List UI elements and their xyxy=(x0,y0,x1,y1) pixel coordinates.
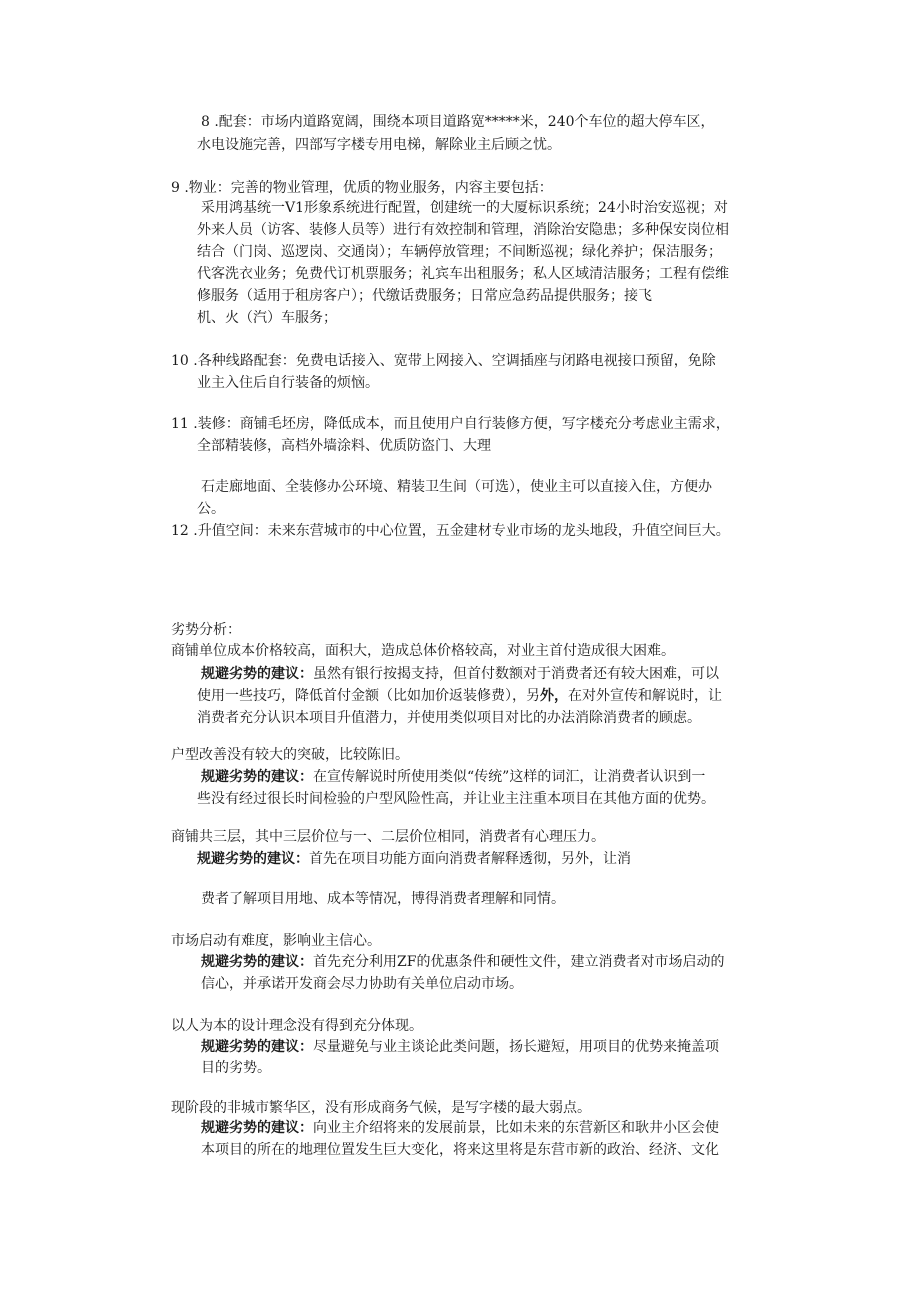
item11-line2: 全部精装修，高档外墙涂料、优质防盗门、大理 xyxy=(197,438,491,454)
disadvantages-heading: 劣势分析： xyxy=(171,622,241,638)
disadvantage-2-advice-line2: 些没有经过很长时间检验的户型风险性高，并让业主注重本项目在其他方面的优势。 xyxy=(197,791,715,807)
item9-line4: 结合（门岗、巡逻岗、交通岗）；车辆停放管理；不间断巡视；绿化养护；保洁服务； xyxy=(197,244,722,260)
disadvantage-2-title: 户型改善没有较大的突破，比较陈旧。 xyxy=(171,747,409,763)
disadvantage-6-advice-line2: 本项目的所在的地理位置发生巨大变化，将来这里将是东营市新的政治、经济、文化 xyxy=(201,1142,719,1158)
disadvantage-2-advice-line1 xyxy=(201,767,705,788)
advice-text: 首先充分利用ZF的优惠条件和硬性文件，建立消费者对市场启动的 xyxy=(313,954,725,970)
item9-line6: 修服务（适用于租房客户）；代缴话费服务；日常应急药品提供服务；接飞 xyxy=(197,288,652,304)
disadvantage-5-advice-line2: 目的劣势。 xyxy=(201,1060,271,1076)
advice-label: 规避劣势的建议： xyxy=(201,1120,313,1136)
advice-label: 规避劣势的建议： xyxy=(201,769,313,785)
advice-text: 在宣传解说时所使用类似“传统”这样的词汇，让消费者认识到一 xyxy=(313,769,706,785)
item9-line7: 机、火（汽）车服务； xyxy=(197,310,337,326)
disadvantage-3-title: 商铺共三层，其中三层价位与一、二层价位相同，消费者有心理压力。 xyxy=(171,829,605,845)
advice-text: 首先在项目功能方面向消费者解释透彻，另外，让消 xyxy=(309,851,631,867)
item9-line1: 9 .物业：完善的物业管理，优质的物业服务，内容主要包括： xyxy=(171,180,553,196)
item11-line3: 石走廊地面、全装修办公环境、精装卫生间（可选），使业主可以直接入住，方便办 xyxy=(201,479,712,495)
item11-line1: 11 .装修：商铺毛坯房，降低成本，而且使用户自行装修方便，写字楼充分考虑业主需求， xyxy=(171,416,730,432)
disadvantage-5-advice-line1 xyxy=(201,1037,719,1058)
disadvantage-4-advice-line1 xyxy=(201,952,724,973)
advice-text: 在对外宣传和解说时，让 xyxy=(568,688,722,704)
disadvantage-3-advice-line2: 费者了解项目用地、成本等情况，博得消费者理解和同情。 xyxy=(201,891,565,907)
item8-line1: 8 .配套：市场内道路宽阔，围绕本项目道路宽*****米，240个车位的超大停车区， xyxy=(201,114,715,130)
advice-label: 规避劣势的建议： xyxy=(201,1039,313,1055)
disadvantage-4-title: 市场启动有难度，影响业主信心。 xyxy=(171,933,381,949)
advice-label: 规避劣势的建议： xyxy=(201,666,313,682)
item9-line3: 外来人员（访客、装修人员等）进行有效控制和管理，消除治安隐患；多种保安岗位相 xyxy=(197,222,729,238)
item10-line1: 10 .各种线路配套：免费电话接入、宽带上网接入、空调插座与闭路电视接口预留，免除 xyxy=(171,353,716,369)
item9-line2: 采用鸿基统一V1形象系统进行配置，创建统一的大厦标识系统；24小时治安巡视；对 xyxy=(201,200,728,216)
disadvantage-6-title: 现阶段的非城市繁华区，没有形成商务气候，是写字楼的最大弱点。 xyxy=(171,1100,591,1116)
disadvantage-4-advice-line2: 信心，并承诺开发商会尽力协助有关单位启动市场。 xyxy=(201,976,523,992)
advice-text: 尽量避免与业主谈论此类问题，扬长避短，用项目的优势来掩盖项 xyxy=(313,1039,719,1055)
item12-line1: 12 .升值空间：未来东营城市的中心位置，五金建材专业市场的龙头地段，升值空间巨大。 xyxy=(171,523,730,539)
disadvantage-1-title: 商铺单位成本价格较高，面积大，造成总体价格较高，对业主首付造成很大困难。 xyxy=(171,643,675,659)
advice-text: 使用一些技巧，降低首付金额（比如加价返装修费），另 xyxy=(197,688,540,704)
advice-label: 规避劣势的建议： xyxy=(197,851,309,867)
disadvantage-5-title: 以人为本的设计理念没有得到充分体现。 xyxy=(171,1018,423,1034)
disadvantage-6-advice-line1 xyxy=(201,1118,719,1139)
disadvantage-1-advice-line2 xyxy=(197,686,722,707)
disadvantage-1-advice-line1 xyxy=(201,664,719,685)
advice-label: 规避劣势的建议： xyxy=(201,954,313,970)
disadvantage-3-advice-line1 xyxy=(197,849,631,870)
item9-line5: 代客洗衣业务；免费代订机票服务；礼宾车出租服务；私人区域清洁服务；工程有偿维 xyxy=(197,266,729,282)
item10-line2: 业主入住后自行装备的烦恼。 xyxy=(197,375,379,391)
disadvantage-1-advice-line3: 消费者充分认识本项目升值潜力，并使用类似项目对比的办法消除消费者的顾虑。 xyxy=(197,710,701,726)
advice-text: 向业主介绍将来的发展前景，比如未来的东营新区和耿井小区会使 xyxy=(313,1120,719,1136)
item11-line4: 公。 xyxy=(197,501,225,517)
advice-text-bold: 外， xyxy=(540,688,568,704)
item8-line2: 水电设施完善，四部写字楼专用电梯，解除业主后顾之忧。 xyxy=(197,137,561,153)
advice-text: 虽然有银行按揭支持，但首付数额对于消费者还有较大困难，可以 xyxy=(313,666,719,682)
